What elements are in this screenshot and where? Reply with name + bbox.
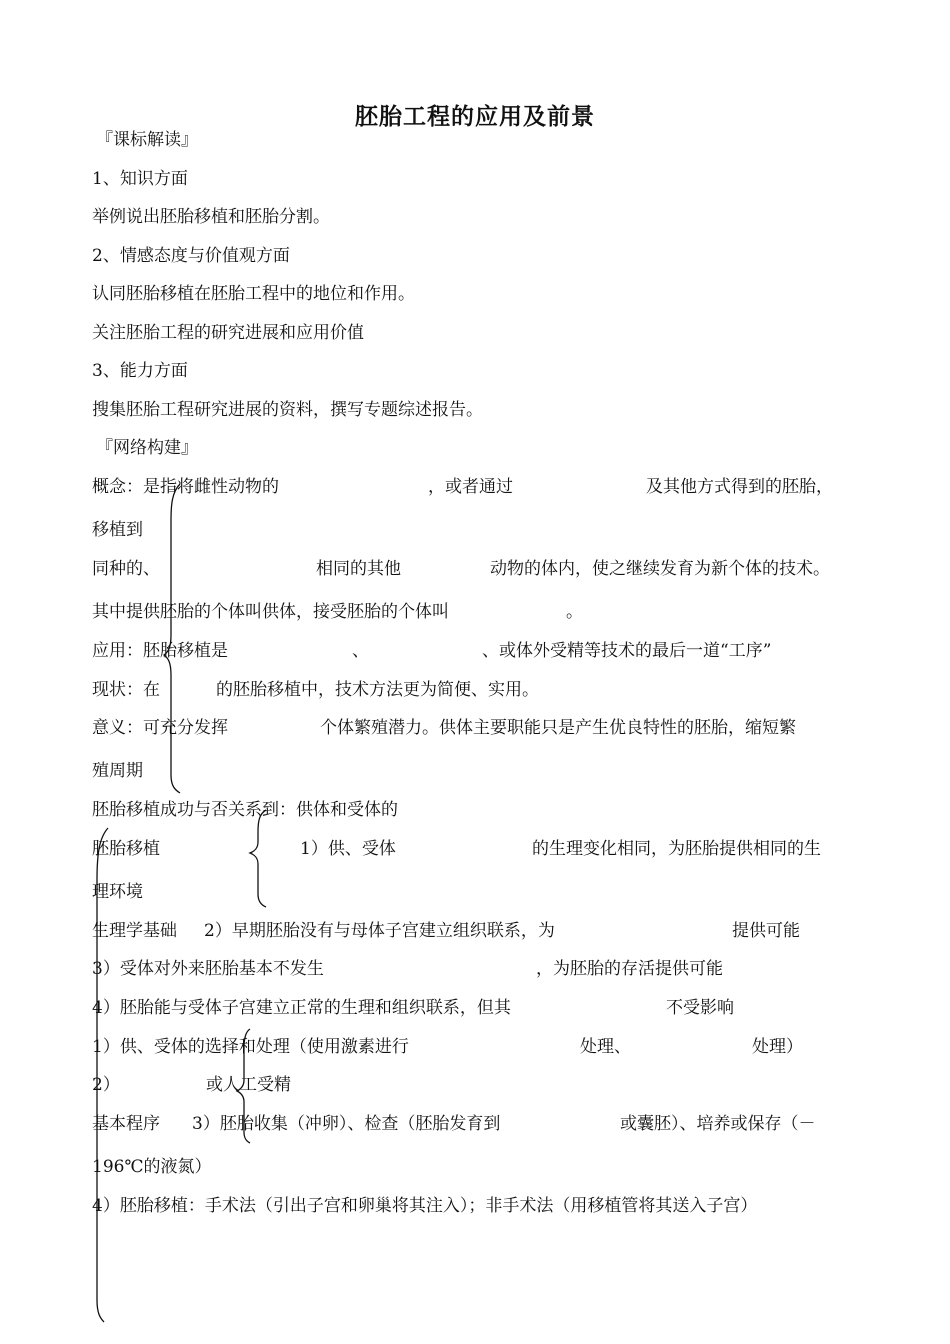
brace-main (164, 484, 180, 793)
attitude-heading: 2、情感态度与价值观方面 (92, 246, 290, 266)
same-text-b: 相同的其他 (316, 559, 401, 579)
basis-4-text-b: 不受影响 (666, 998, 734, 1018)
procedure-2-text-b: 或人工受精 (206, 1075, 291, 1095)
attitude-text-1: 认同胚胎移植在胚胎工程中的地位和作用。 (92, 284, 415, 304)
procedure-1-line (92, 1036, 832, 1058)
basis-3-line (92, 958, 792, 980)
procedure-2-text-a: 2） (92, 1075, 120, 1095)
same-text-c: 动物的体内，使之继续发育为新个体的技术。 (490, 559, 830, 579)
concept-text-b: ，或者通过 (428, 477, 513, 497)
procedure-3-cont: 196℃的液氮） (92, 1157, 212, 1177)
procedure-3-text-b: 3）胚胎收集（冲卵）、检查（胚胎发育到 (192, 1114, 501, 1134)
success-line: 胚胎移植成功与否关系到：供体和受体的 (92, 800, 398, 820)
procedure-1-text-a: 1）供、受体的选择和处理（使用激素进行 (92, 1037, 409, 1057)
meaning-text-b: 个体繁殖潜力。供体主要职能只是产生优良特性的胚胎，缩短繁 (320, 718, 796, 738)
procedure-1-text-c: 处理） (752, 1037, 803, 1057)
status-text-a: 现状：在 (92, 680, 160, 700)
attitude-text-2: 关注胚胎工程的研究进展和应用价值 (92, 323, 364, 343)
same-species-line (92, 558, 882, 580)
status-line (92, 679, 792, 701)
donor-text-b: 。 (566, 602, 583, 622)
procedure-3-text-c: 或囊胚）、培养或保存（－ (620, 1114, 816, 1134)
basis-2-line (92, 920, 832, 942)
basis-4-line (92, 997, 792, 1019)
application-text-b: 、 (352, 641, 369, 661)
concept-text-a: 概念：是指将雌性动物的 (92, 477, 279, 497)
donor-text-a: 其中提供胚胎的个体叫供体，接受胚胎的个体叫 (92, 602, 449, 622)
page-title: 胚胎工程的应用及前景 (355, 103, 595, 130)
physiology-basis-label: 生理学基础 (92, 921, 177, 941)
donor-line (92, 601, 792, 623)
concept-line (92, 476, 872, 498)
knowledge-heading: 1、知识方面 (92, 169, 188, 189)
application-text-c: 、或体外受精等技术的最后一道“工序” (482, 641, 772, 661)
basis-1-text-b: 1）供、受体 (300, 839, 396, 859)
procedure-3-line (92, 1113, 872, 1135)
meaning-line (92, 717, 872, 739)
application-text-a: 应用：胚胎移植是 (92, 641, 228, 661)
ability-heading: 3、能力方面 (92, 361, 188, 381)
ability-text: 搜集胚胎工程研究进展的资料，撰写专题综述报告。 (92, 400, 483, 420)
meaning-text-a: 意义：可充分发挥 (92, 718, 228, 738)
basis-2-text-c: 提供可能 (732, 921, 800, 941)
basis-1-line (92, 838, 872, 860)
section-heading-curriculum: 『课标解读』 (96, 130, 198, 150)
basis-3-text-b: ，为胚胎的存活提供可能 (536, 959, 723, 979)
procedure-4-line: 4）胚胎移植：手术法（引出子宫和卵巢将其注入）；非手术法（用移植管将其送入子宫） (92, 1196, 758, 1216)
procedure-2-line (92, 1074, 592, 1096)
basis-1-text-c: 的生理变化相同，为胚胎提供相同的生 (532, 839, 821, 859)
embryo-transfer-label: 胚胎移植 (92, 839, 160, 859)
basis-1-cont: 理环境 (92, 882, 143, 902)
section-heading-network: 『网络构建』 (96, 438, 198, 458)
status-text-b: 的胚胎移植中，技术方法更为简便、实用。 (216, 680, 539, 700)
basic-procedure-label: 基本程序 (92, 1114, 160, 1134)
basis-4-text-a: 4）胚胎能与受体子宫建立正常的生理和组织联系，但其 (92, 998, 511, 1018)
concept-line-cont: 移植到 (92, 520, 143, 540)
meaning-line-cont: 殖周期 (92, 761, 143, 781)
same-text-a: 同种的、 (92, 559, 160, 579)
procedure-1-text-b: 处理、 (580, 1037, 631, 1057)
concept-text-c: 及其他方式得到的胚胎， (646, 477, 833, 497)
basis-2-text-b: 2）早期胚胎没有与母体子宫建立组织联系，为 (204, 921, 555, 941)
basis-3-text-a: 3）受体对外来胚胎基本不发生 (92, 959, 324, 979)
application-line (92, 640, 872, 662)
knowledge-text: 举例说出胚胎移植和胚胎分割。 (92, 207, 330, 227)
